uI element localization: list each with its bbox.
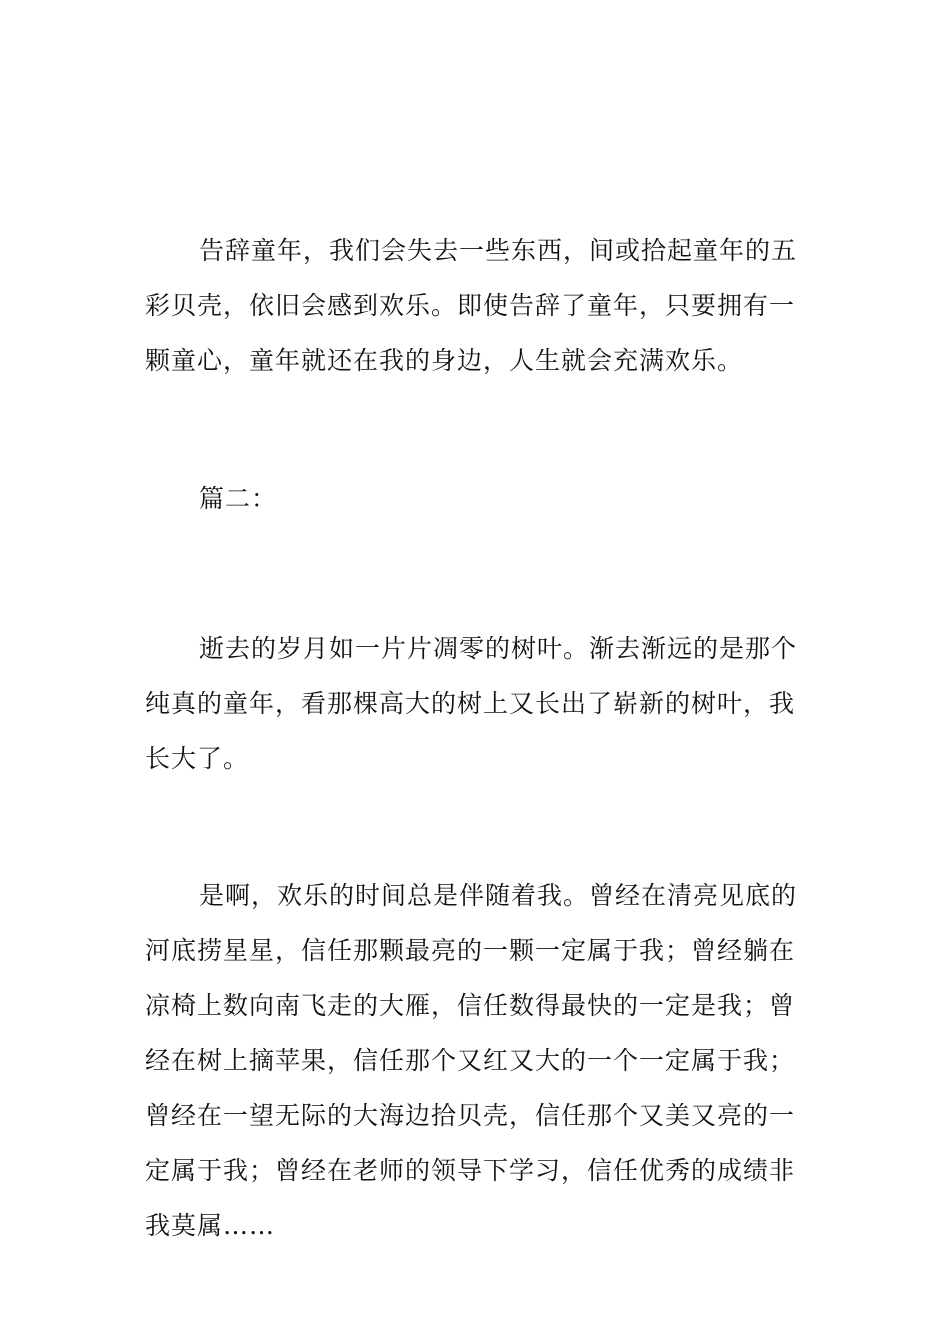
paragraph-2 [145,621,807,786]
paragraph-line: 是啊，欢乐的时间总是伴随着我。曾经在清亮见底的 [199,881,798,910]
paragraph-line: 颗童心，童年就还在我的身边，人生就会充满欢乐。 [145,346,744,375]
paragraph-line: 经在树上摘苹果，信任那个又红又大的一个一定属于我； [145,1046,796,1075]
paragraph-3 [145,868,807,1253]
paragraph-line: 我莫属…… [145,1211,276,1240]
paragraph-line: 长大了。 [145,744,250,773]
paragraph-line: 河底捞星星，信任那颗最亮的一颗一定属于我；曾经躺在 [145,936,796,965]
paragraph-line: 定属于我；曾经在老师的领导下学习，信任优秀的成绩非 [145,1156,796,1185]
paragraph-line: 凉椅上数向南飞走的大雁，信任数得最快的一定是我；曾 [145,991,796,1020]
paragraph-line: 逝去的岁月如一片片凋零的树叶。渐去渐远的是那个 [199,634,798,663]
paragraph-line: 告辞童年，我们会失去一些东西，间或拾起童年的五 [199,236,798,265]
paragraph-1 [145,223,807,388]
section-heading: 篇二： [199,484,278,513]
paragraph-line: 彩贝壳，依旧会感到欢乐。即使告辞了童年，只要拥有一 [145,291,796,320]
section-heading-block [145,471,807,526]
paragraph-line: 纯真的童年，看那棵高大的树上又长出了崭新的树叶，我 [145,689,796,718]
paragraph-line: 曾经在一望无际的大海边拾贝壳，信任那个又美又亮的一 [145,1101,796,1130]
